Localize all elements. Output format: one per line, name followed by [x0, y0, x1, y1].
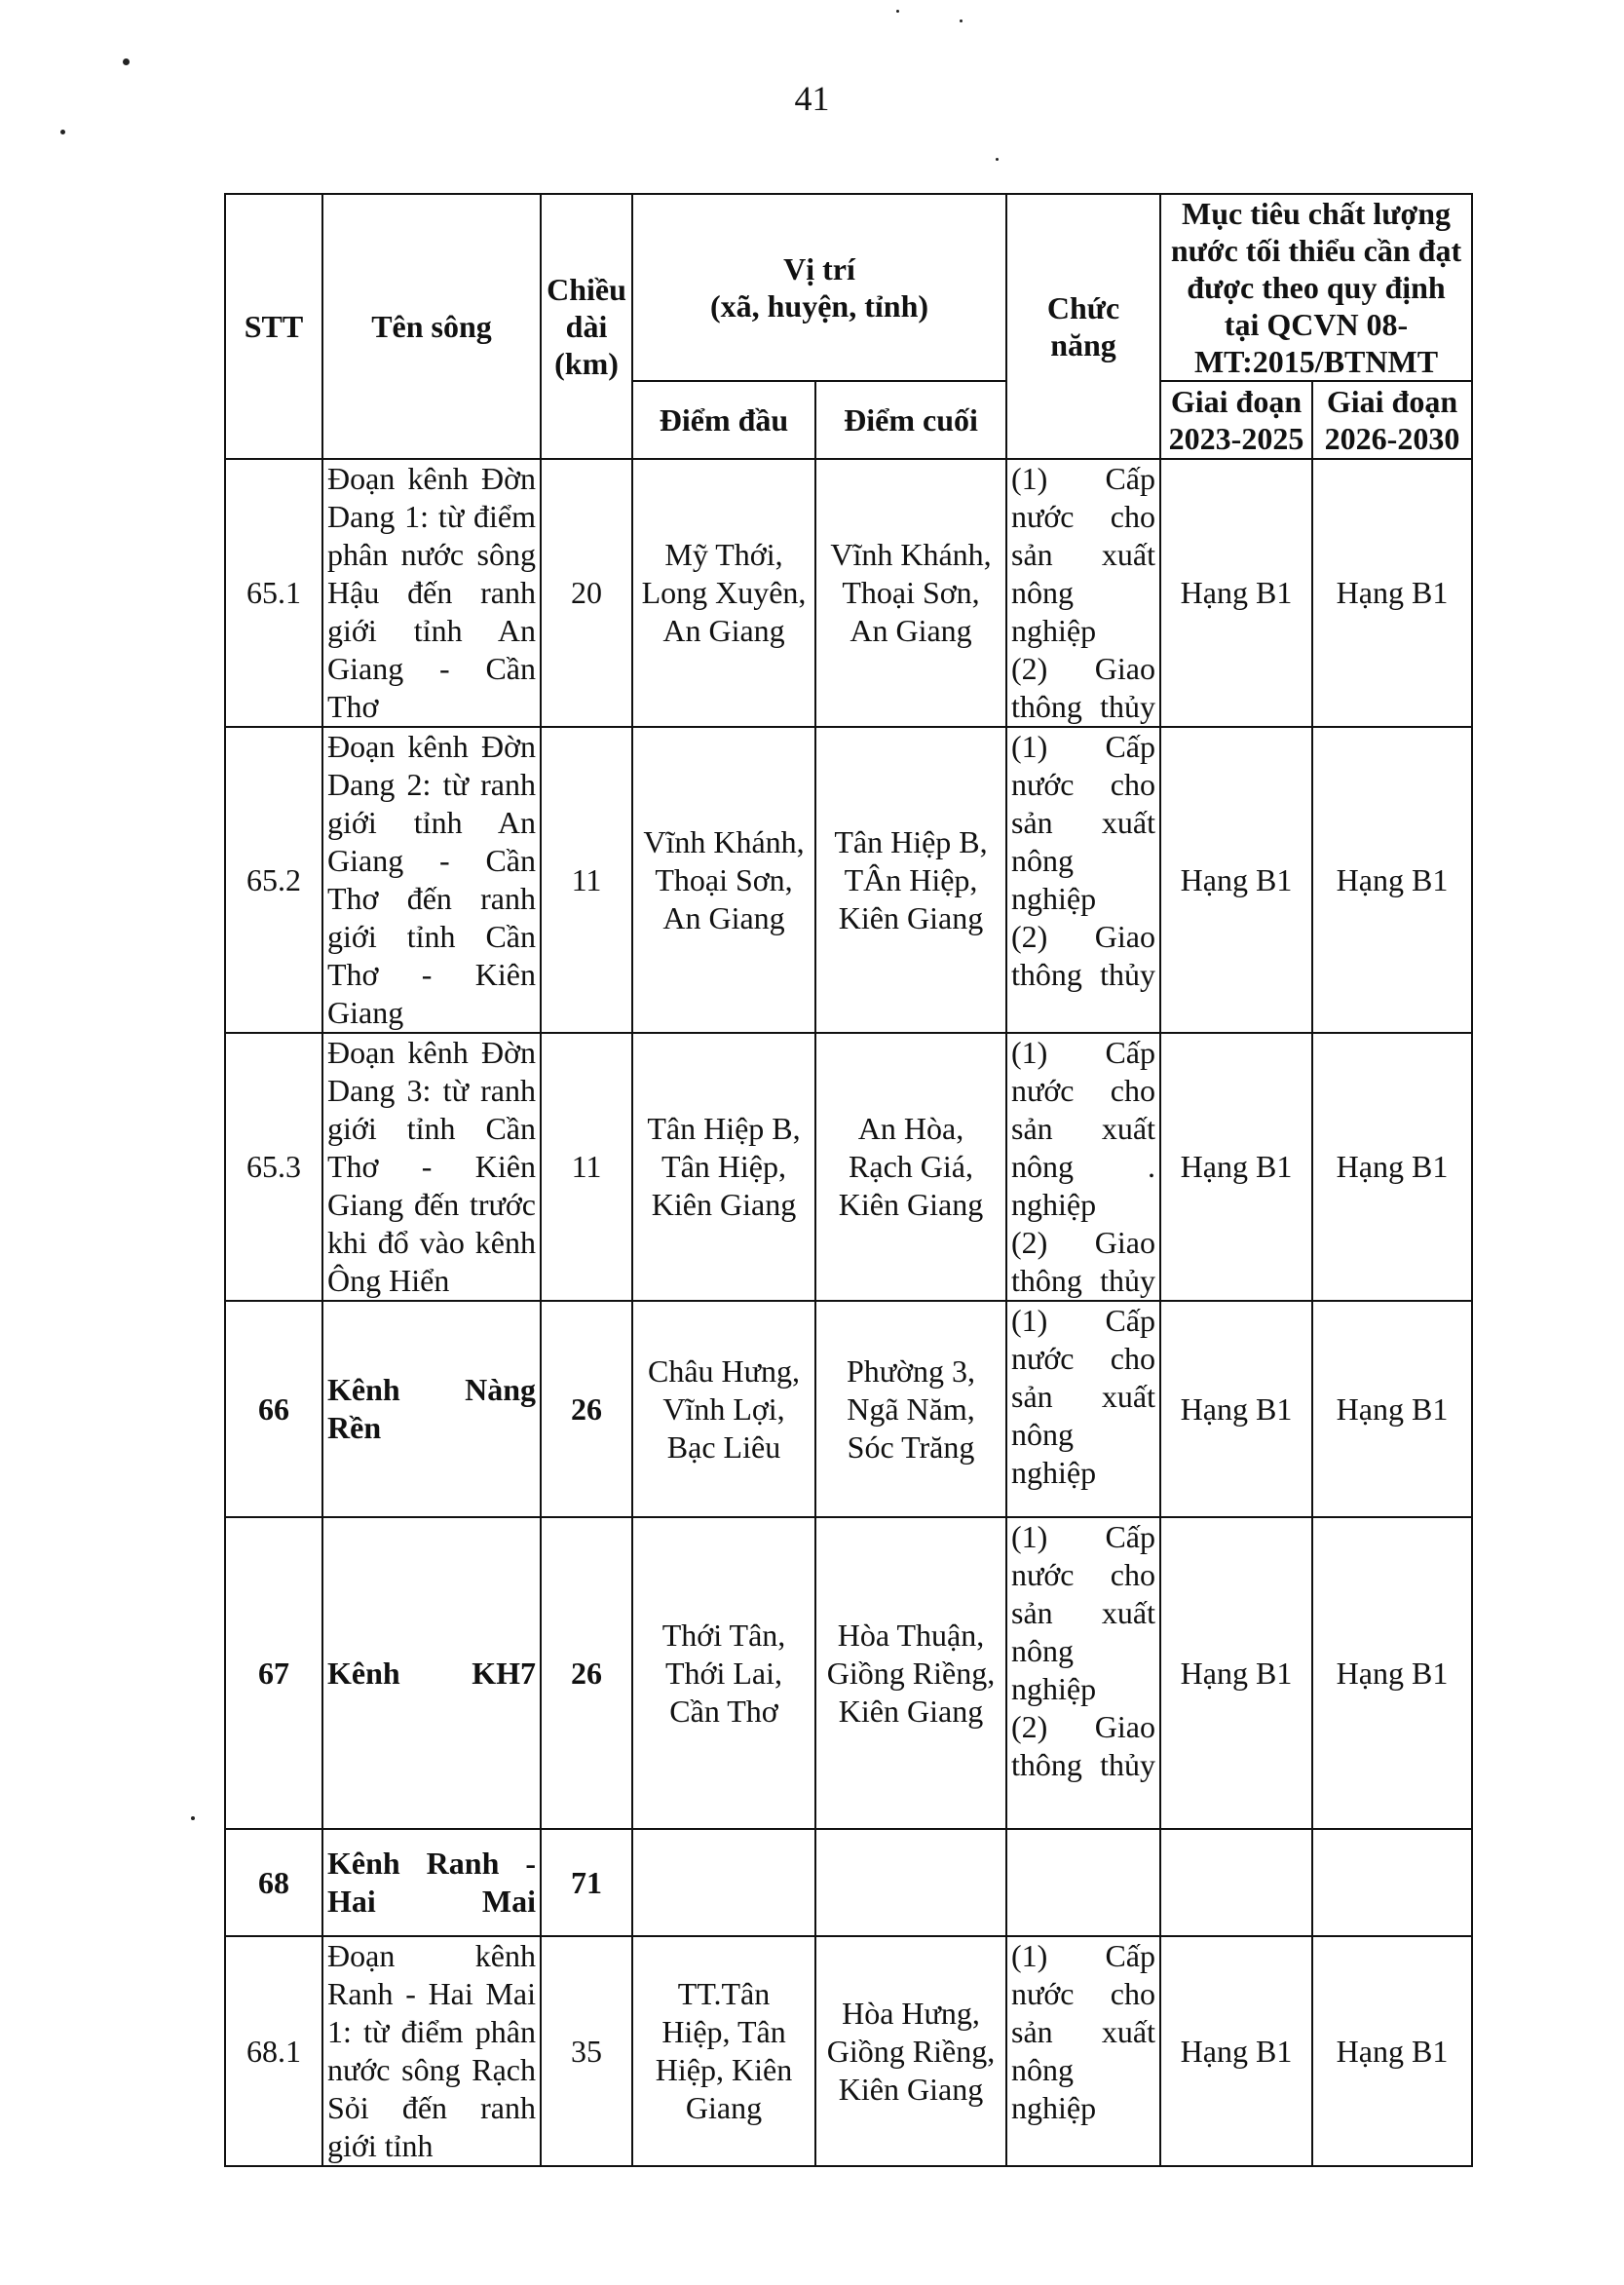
- row-diem-dau-line: An Giang: [662, 899, 785, 935]
- page-number: 41: [794, 79, 830, 118]
- table-row: [225, 1517, 1472, 1829]
- row-diem-dau-line: Cần Thơ: [669, 1693, 778, 1729]
- row-chuc-nang-line: nông .: [1011, 1149, 1155, 1184]
- row-diem-cuoi: [815, 1829, 1006, 1936]
- row-diem-cuoi-line: Giồng Riềng,: [826, 2033, 996, 2069]
- row-chuc-nang-line: sản xuất: [1011, 805, 1155, 840]
- row-chuc-nang-line: nghiệp: [1011, 613, 1097, 648]
- row-diem-cuoi-line: Tân Hiệp B,: [834, 823, 988, 859]
- row-chieu-dai: 11: [541, 727, 632, 1033]
- row-chieu-dai: 11: [541, 1033, 632, 1301]
- row-giai-doan-2: Hạng B1: [1312, 1517, 1472, 1829]
- row-diem-cuoi-line: Hòa Thuận,: [837, 1617, 985, 1653]
- header-chuc-nang: Chức năng: [1006, 194, 1160, 459]
- scan-speck: [996, 158, 999, 161]
- row-diem-cuoi-line: Kiên Giang: [838, 1693, 984, 1729]
- row-diem-cuoi: [815, 1033, 1006, 1301]
- header-ten-song: Tên sông: [322, 194, 541, 459]
- row-chuc-nang-line: nghiệp: [1011, 1671, 1097, 1706]
- row-diem-cuoi-line: Kiên Giang: [838, 2071, 984, 2107]
- row-diem-dau-line: TT.Tân: [677, 1976, 771, 2011]
- row-diem-cuoi-line: Thoại Sơn,: [842, 575, 980, 610]
- row-diem-dau: [632, 727, 815, 1033]
- row-diem-dau-line: Tân Hiệp B,: [647, 1111, 801, 1146]
- row-diem-dau: [632, 1829, 815, 1936]
- row-giai-doan-1: Hạng B1: [1160, 727, 1312, 1033]
- row-chuc-nang-line: sản xuất: [1011, 1595, 1155, 1630]
- row-chuc-nang: [1006, 1517, 1160, 1829]
- row-diem-dau-line: Thới Lai,: [665, 1655, 782, 1691]
- row-chuc-nang-line: nước cho: [1011, 1073, 1155, 1108]
- row-giai-doan-1: Hạng B1: [1160, 459, 1312, 727]
- row-chieu-dai: 35: [541, 1936, 632, 2166]
- row-chieu-dai: 26: [541, 1301, 632, 1517]
- row-chuc-nang-line: thông thủy: [1011, 957, 1155, 992]
- row-diem-dau-line: Hiệp, Kiên: [655, 2052, 793, 2087]
- scan-speck: [60, 130, 65, 134]
- row-diem-cuoi: [815, 1301, 1006, 1517]
- row-chuc-nang-line: nông: [1011, 1633, 1074, 1668]
- row-diem-dau-line: Tân Hiệp,: [661, 1149, 786, 1184]
- row-chuc-nang-line: (2) Giao: [1011, 1225, 1155, 1260]
- header-diem-cuoi: Điểm cuối: [815, 381, 1006, 459]
- row-ten-song: Đoạn kênh Đờn Dang 2: từ ranh giới tỉnh An Giang - Cần Thơ đến ranh giới tỉnh Cần Thơ - Kiên Giang: [322, 727, 541, 1033]
- row-giai-doan-1: Hạng B1: [1160, 1033, 1312, 1301]
- row-chuc-nang-line: nghiệp: [1011, 1187, 1097, 1222]
- row-stt: 65.1: [225, 459, 322, 727]
- row-chuc-nang-line: nước cho: [1011, 1557, 1155, 1592]
- row-diem-dau-line: Long Xuyên,: [641, 575, 807, 610]
- row-diem-cuoi-line: Sóc Trăng: [847, 1428, 975, 1465]
- row-diem-cuoi-line: TÂn Hiệp,: [844, 861, 978, 897]
- row-chieu-dai: 20: [541, 459, 632, 727]
- row-giai-doan-2: Hạng B1: [1312, 1033, 1472, 1301]
- row-stt: 68.1: [225, 1936, 322, 2166]
- table-body: [225, 459, 1472, 2166]
- row-diem-dau: [632, 1301, 815, 1517]
- scan-speck: [896, 10, 899, 13]
- row-diem-cuoi-line: Rạch Giá,: [849, 1149, 973, 1184]
- row-stt: 67: [225, 1517, 322, 1829]
- row-diem-cuoi: [815, 727, 1006, 1033]
- row-chuc-nang-line: nghiệp: [1011, 2090, 1097, 2125]
- scan-speck: [960, 19, 963, 22]
- row-giai-doan-1: [1160, 1829, 1312, 1936]
- row-diem-cuoi-line: Hòa Hưng,: [842, 1995, 980, 2031]
- row-ten-song: Đoạn kênh Đờn Dang 3: từ ranh giới tỉnh Cần Thơ - Kiên Giang đến trước khi đổ vào kênh Ông Hiển: [322, 1033, 541, 1301]
- row-giai-doan-2: Hạng B1: [1312, 1936, 1472, 2166]
- row-giai-doan-2: Hạng B1: [1312, 1301, 1472, 1517]
- row-ten-song: Kênh KH7: [322, 1517, 541, 1829]
- row-diem-dau-line: Hiệp, Tân: [661, 2014, 786, 2049]
- row-chuc-nang-line: (1) Cấp: [1011, 1035, 1155, 1070]
- row-chuc-nang-line: nông: [1011, 843, 1074, 878]
- row-diem-cuoi-line: Giồng Riềng,: [826, 1655, 996, 1691]
- row-diem-cuoi-line: Vĩnh Khánh,: [830, 537, 992, 572]
- row-diem-dau: [632, 1033, 815, 1301]
- row-chuc-nang: [1006, 459, 1160, 727]
- row-chieu-dai: 26: [541, 1517, 632, 1829]
- row-diem-dau-line: Thới Tân,: [661, 1617, 786, 1653]
- row-giai-doan-1: Hạng B1: [1160, 1517, 1312, 1829]
- row-chuc-nang: [1006, 727, 1160, 1033]
- row-diem-cuoi: [815, 459, 1006, 727]
- row-chuc-nang-line: thông thủy: [1011, 1747, 1155, 1782]
- row-chuc-nang-line: nước cho: [1011, 1976, 1155, 2011]
- header-stt: STT: [225, 194, 322, 459]
- row-giai-doan-2: Hạng B1: [1312, 459, 1472, 727]
- row-chuc-nang-line: (1) Cấp: [1011, 1303, 1155, 1338]
- row-ten-song: Kênh Nàng Rền: [322, 1301, 541, 1517]
- row-diem-dau-line: Mỹ Thới,: [664, 537, 783, 572]
- row-chuc-nang-line: thông thủy: [1011, 1263, 1155, 1298]
- row-chuc-nang-line: nước cho: [1011, 767, 1155, 802]
- row-giai-doan-1: Hạng B1: [1160, 1301, 1312, 1517]
- row-chuc-nang-line: (1) Cấp: [1011, 461, 1155, 496]
- row-chuc-nang-line: (1) Cấp: [1011, 1519, 1155, 1554]
- row-stt: 65.3: [225, 1033, 322, 1301]
- row-giai-doan-2: [1312, 1829, 1472, 1936]
- table-row: [225, 1936, 1472, 2166]
- row-chuc-nang-line: nghiệp: [1011, 881, 1097, 916]
- row-chuc-nang-line: thông thủy: [1011, 689, 1155, 724]
- row-chuc-nang-line: (2) Giao: [1011, 1709, 1155, 1744]
- scan-speck: [123, 58, 130, 65]
- row-ten-song: Đoạn kênh Ranh - Hai Mai 1: từ điểm phân nước sông Rạch Sỏi đến ranh giới tỉnh: [322, 1936, 541, 2166]
- row-chuc-nang: [1006, 1936, 1160, 2166]
- table-row: [225, 1829, 1472, 1936]
- row-giai-doan-2: Hạng B1: [1312, 727, 1472, 1033]
- row-ten-song: Kênh Ranh - Hai Mai: [322, 1829, 541, 1936]
- row-diem-dau: [632, 1936, 815, 2166]
- row-chuc-nang-line: sản xuất: [1011, 1379, 1155, 1414]
- row-chuc-nang-line: (2) Giao: [1011, 651, 1155, 686]
- header-diem-dau: Điểm đầu: [632, 381, 815, 459]
- header-chieu-dai: Chiều dài (km): [541, 194, 632, 459]
- row-diem-dau: [632, 1517, 815, 1829]
- row-chuc-nang-line: sản xuất: [1011, 2014, 1155, 2049]
- row-chuc-nang-line: nông: [1011, 2052, 1074, 2087]
- row-diem-cuoi-line: Kiên Giang: [838, 899, 984, 935]
- row-diem-dau-line: Giang: [685, 2090, 763, 2125]
- table-row: [225, 1033, 1472, 1301]
- row-chuc-nang: [1006, 1829, 1160, 1936]
- row-stt: 65.2: [225, 727, 322, 1033]
- row-chuc-nang-line: (2) Giao: [1011, 919, 1155, 954]
- row-diem-cuoi-line: An Hòa,: [857, 1111, 964, 1146]
- row-chuc-nang-line: nước cho: [1011, 1341, 1155, 1376]
- header-giai-doan-1: Giai đoạn 2023-2025: [1160, 381, 1312, 459]
- row-chuc-nang-line: (1) Cấp: [1011, 729, 1155, 764]
- row-chieu-dai: 71: [541, 1829, 632, 1936]
- row-chuc-nang-line: sản xuất: [1011, 1111, 1155, 1146]
- row-diem-cuoi-line: Phường 3,: [846, 1352, 976, 1389]
- header-giai-doan-2: Giai đoạn 2026-2030: [1312, 381, 1472, 459]
- row-ten-song: Đoạn kênh Đờn Dang 1: từ điểm phân nước sông Hậu đến ranh giới tỉnh An Giang - Cần Thơ: [322, 459, 541, 727]
- row-diem-cuoi-line: An Giang: [850, 613, 972, 648]
- table-row: [225, 1301, 1472, 1517]
- row-chuc-nang-line: nông: [1011, 575, 1074, 610]
- table-row: [225, 727, 1472, 1033]
- row-stt: 66: [225, 1301, 322, 1517]
- row-chuc-nang-line: nông: [1011, 1417, 1074, 1452]
- row-diem-dau: [632, 459, 815, 727]
- header-muc-tieu: Mục tiêu chất lượng nước tối thiểu cần đạt được theo quy định tại QCVN 08- MT:2015/BTNMT: [1160, 194, 1472, 381]
- row-diem-cuoi: [815, 1936, 1006, 2166]
- table-row: [225, 459, 1472, 727]
- row-diem-dau-line: Vĩnh Lợi,: [662, 1390, 785, 1427]
- row-giai-doan-1: Hạng B1: [1160, 1936, 1312, 2166]
- river-table: [224, 193, 1473, 2167]
- header-vi-tri: Vị trí (xã, huyện, tỉnh): [632, 194, 1006, 381]
- row-diem-dau-line: An Giang: [662, 613, 785, 648]
- row-diem-dau-line: Châu Hưng,: [648, 1352, 800, 1389]
- row-diem-dau-line: Kiên Giang: [651, 1187, 797, 1222]
- scan-speck: [191, 1816, 195, 1820]
- row-chuc-nang: [1006, 1033, 1160, 1301]
- row-diem-dau-line: Vĩnh Khánh,: [643, 823, 805, 859]
- row-diem-dau-line: Thoại Sơn,: [655, 861, 793, 897]
- row-chuc-nang-line: (1) Cấp: [1011, 1938, 1155, 1973]
- row-diem-cuoi: [815, 1517, 1006, 1829]
- row-diem-cuoi-line: Kiên Giang: [838, 1187, 984, 1222]
- row-chuc-nang: [1006, 1301, 1160, 1517]
- row-stt: 68: [225, 1829, 322, 1936]
- row-chuc-nang-line: sản xuất: [1011, 537, 1155, 572]
- row-diem-cuoi-line: Ngã Năm,: [847, 1390, 975, 1427]
- row-diem-dau-line: Bạc Liêu: [666, 1428, 781, 1465]
- row-chuc-nang-line: nước cho: [1011, 499, 1155, 534]
- row-chuc-nang-line: nghiệp: [1011, 1455, 1097, 1490]
